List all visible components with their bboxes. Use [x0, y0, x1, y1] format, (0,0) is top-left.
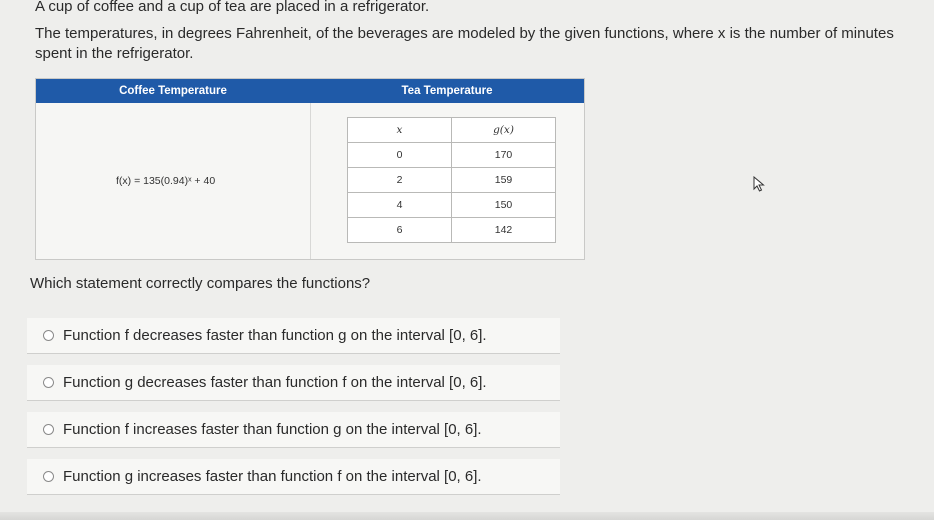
intro-line-2: The temperatures, in degrees Fahrenheit, of the beverages are modeled by the given functions, where x is the number of minutes spent in the refrigerator.	[35, 25, 894, 62]
table-header-gx: g(x)	[452, 118, 556, 143]
tea-header: Tea Temperature	[401, 85, 493, 97]
table-header-x: x	[348, 118, 452, 143]
table-header-row	[348, 118, 556, 143]
table-row	[348, 168, 556, 193]
table-cell-g: 142	[452, 218, 556, 243]
answer-option-1[interactable]	[27, 318, 560, 354]
table-row	[348, 218, 556, 243]
table-cell-x: 4	[348, 193, 452, 218]
option-label: Function g decreases faster than function f on the interval [0, 6].	[63, 374, 487, 391]
answer-option-2[interactable]	[27, 365, 560, 401]
mouse-pointer-icon	[753, 176, 765, 197]
answer-option-4[interactable]	[27, 459, 560, 495]
table-cell-g: 170	[452, 143, 556, 168]
functions-panel	[35, 78, 585, 260]
option-label: Function g increases faster than function f on the interval [0, 6].	[63, 468, 482, 485]
coffee-header: Coffee Temperature	[119, 85, 227, 97]
table-cell-x: 6	[348, 218, 452, 243]
tea-table	[347, 117, 556, 243]
table-row	[348, 193, 556, 218]
radio-button-icon[interactable]	[43, 330, 54, 341]
panel-divider	[310, 103, 311, 259]
table-cell-x: 0	[348, 143, 452, 168]
option-label: Function f decreases faster than function g on the interval [0, 6].	[63, 327, 487, 344]
answer-option-3[interactable]	[27, 412, 560, 448]
coffee-function: f(x) = 135(0.94)ˣ + 40	[116, 175, 216, 187]
radio-button-icon[interactable]	[43, 424, 54, 435]
bottom-taskbar-strip	[0, 512, 934, 520]
radio-button-icon[interactable]	[43, 471, 54, 482]
intro-line-1: A cup of coffee and a cup of tea are placed in a refrigerator.	[35, 0, 430, 15]
table-cell-g: 159	[452, 168, 556, 193]
table-cell-x: 2	[348, 168, 452, 193]
panel-header	[36, 79, 584, 103]
option-label: Function f increases faster than function g on the interval [0, 6].	[63, 421, 482, 438]
question-text: Which statement correctly compares the functions?	[30, 275, 371, 292]
table-cell-g: 150	[452, 193, 556, 218]
table-row	[348, 143, 556, 168]
radio-button-icon[interactable]	[43, 377, 54, 388]
